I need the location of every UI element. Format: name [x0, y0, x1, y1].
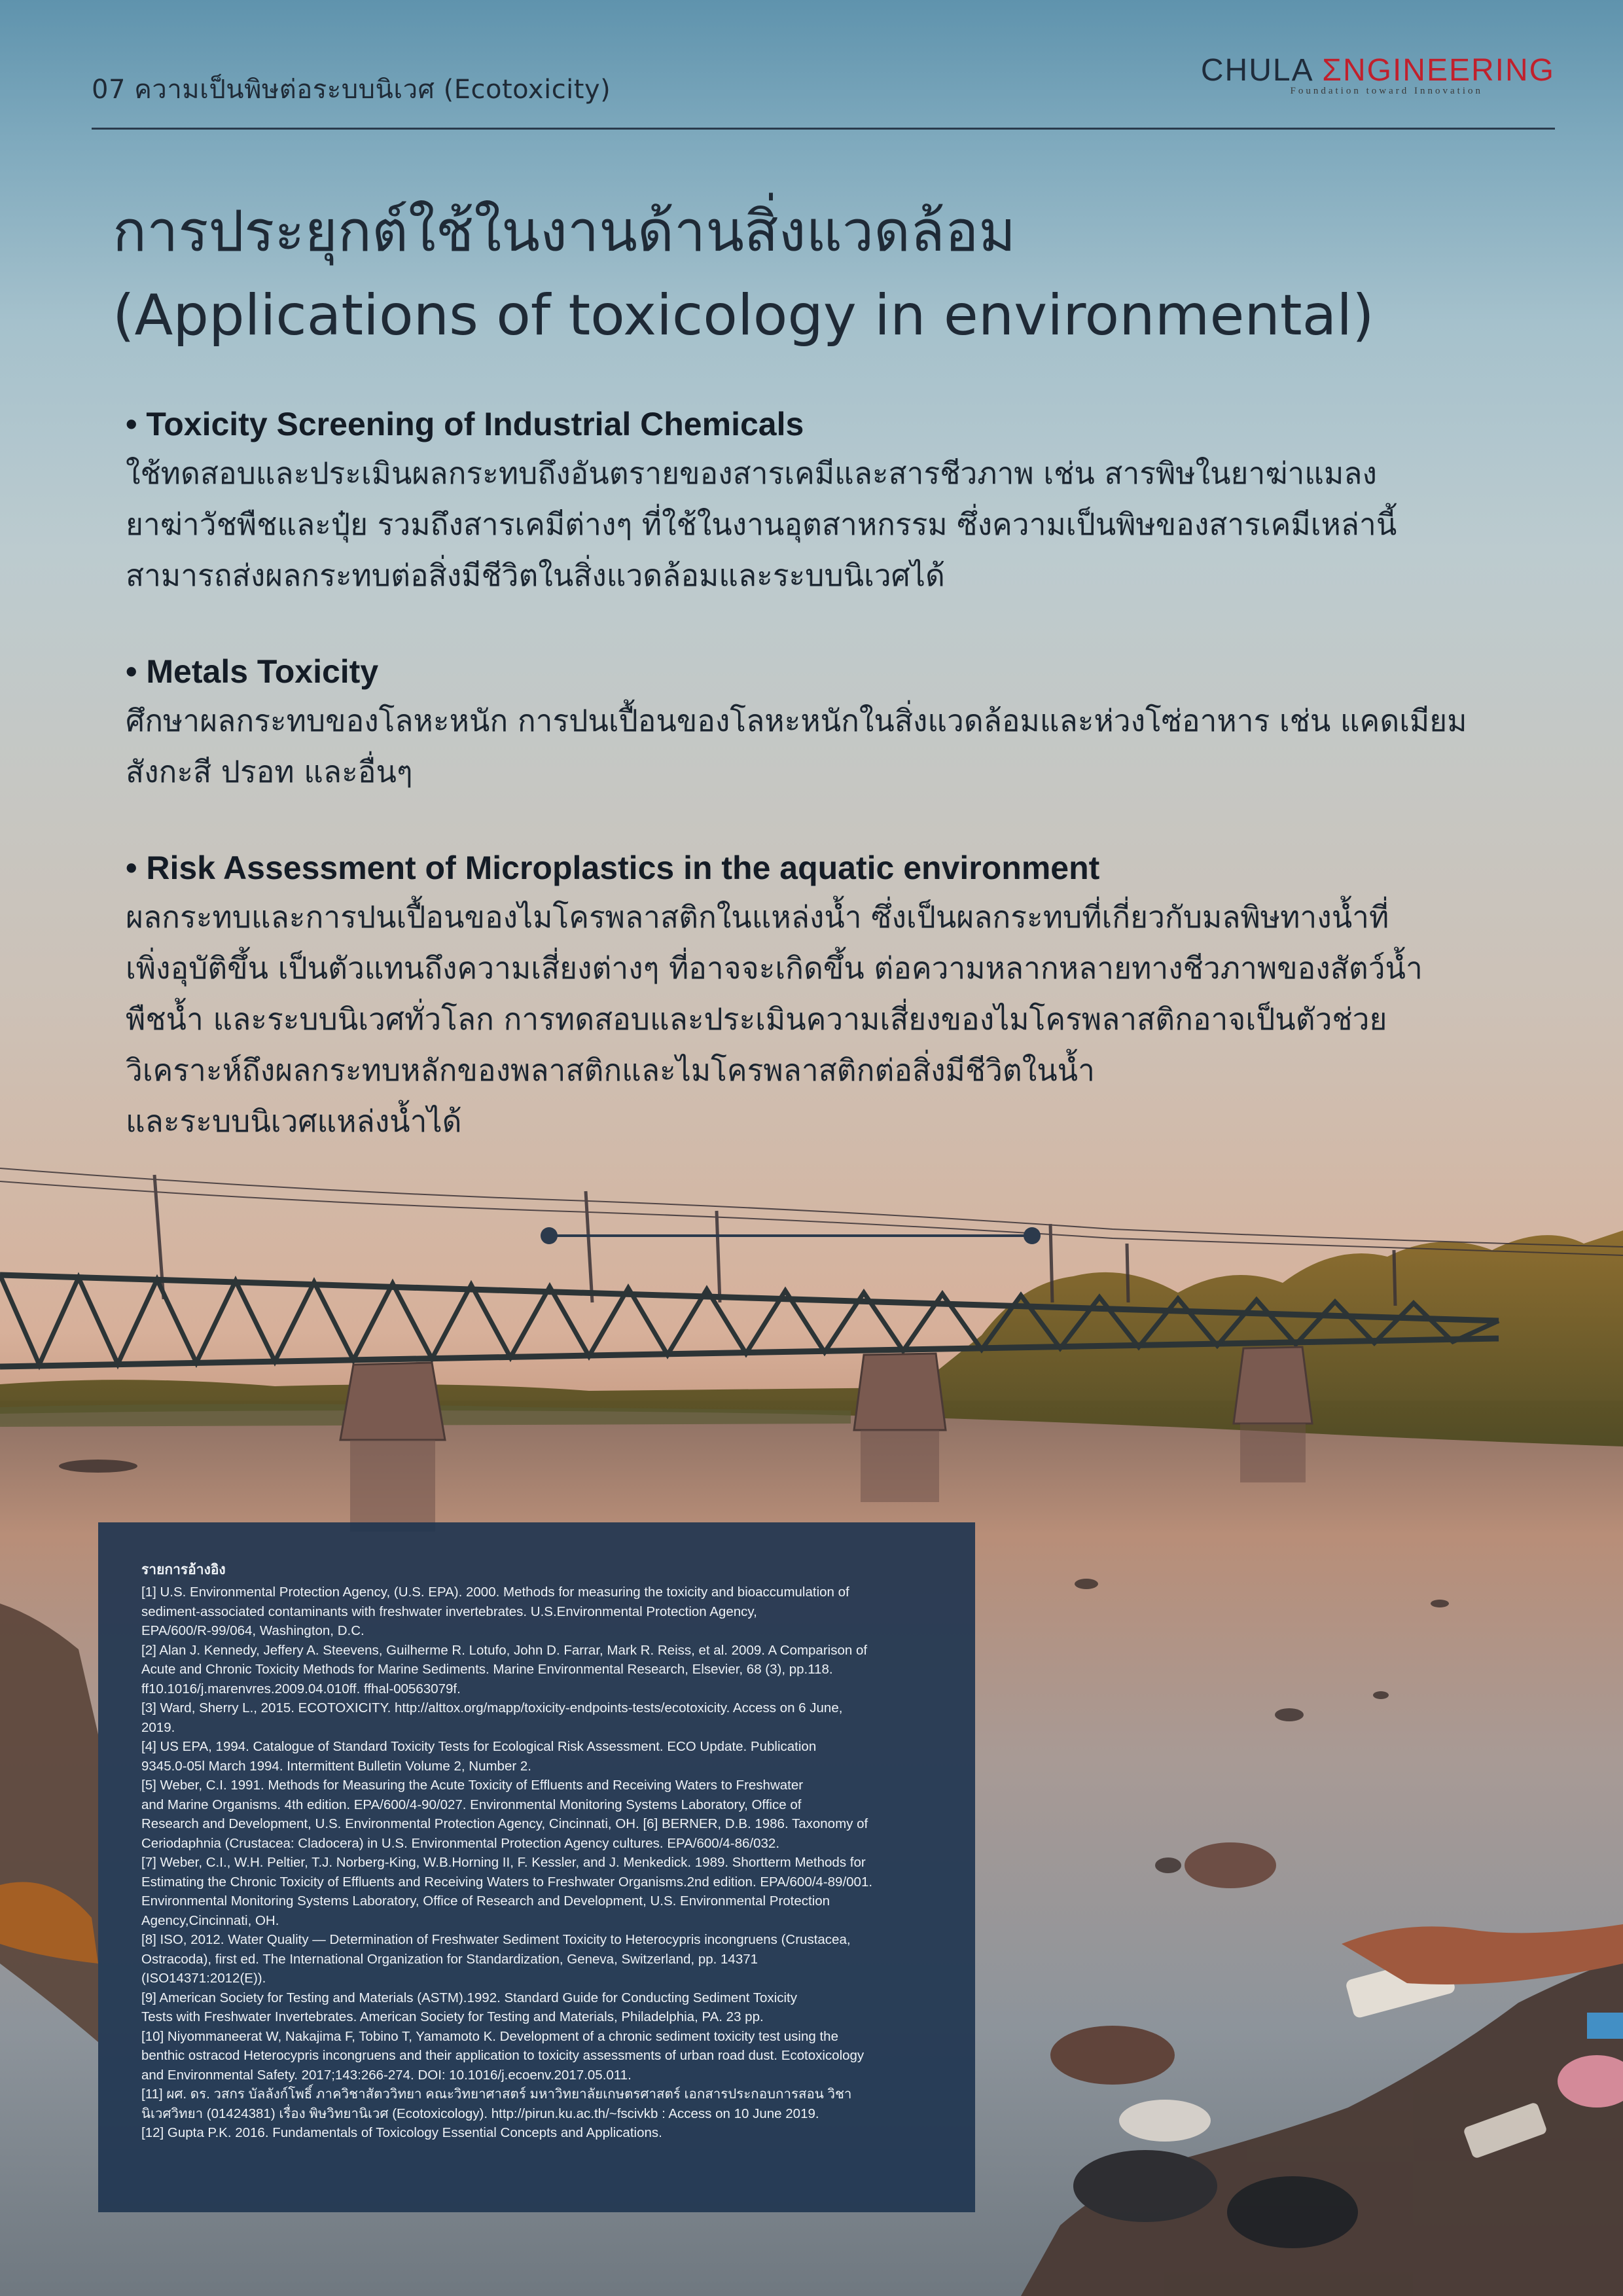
logo-chula-text: CHULA	[1200, 53, 1312, 88]
section-body: ศึกษาผลกระทบของโลหะหนัก การปนเปื้อนของโลหะหนักในสิ่งแวดล้อมและห่วงโซ่อาหาร เช่น แคดเมียม สังกะสี ปรอท และอื่นๆ	[126, 703, 1467, 789]
section-heading: • Toxicity Screening of Industrial Chemicals	[126, 406, 804, 442]
chula-engineering-logo	[1201, 52, 1555, 97]
page-title	[113, 190, 1552, 357]
section-microplastics	[126, 844, 1539, 1147]
connector-dot-right	[1024, 1227, 1041, 1244]
section-heading: • Risk Assessment of Microplastics in the aquatic environment	[126, 850, 1100, 886]
reference-item: [4] US EPA, 1994. Catalogue of Standard Toxicity Tests for Ecological Risk Assessment. ECO Update. Publication 9345.0-05l March 1994. Intermittent Bulletin Volume 2, Number 2.	[141, 1739, 817, 1774]
reference-item: [8] ISO, 2012. Water Quality — Determination of Freshwater Sediment Toxicity to Heterocypris incongruens (Crustacea, Ostracoda), first ed. The International Organization for Standardization, Geneva, Switzerland, pp. 14371 (ISO14371:2012(E)).	[141, 1932, 851, 1986]
section-industrial-chemicals	[126, 401, 1539, 601]
reference-item: [10] Niyommaneerat W, Nakajima F, Tobino T, Yamamoto K. Development of a chronic sediment toxicity test using the benthic ostracod Heterocypris incongruens and their application to toxicity assessments of urban road dust. Ecotoxicology and Environmental Safety. 2017;143:266-274. DOI: 10.1016/j.ecoenv.2017.05.011.	[141, 2028, 865, 2083]
references-title: รายการอ้างอิง	[141, 1562, 226, 1577]
reference-item: [1] U.S. Environmental Protection Agency, (U.S. EPA). 2000. Methods for measuring the toxicity and bioaccumulation of sediment-associated contaminants with freshwater invertebrates. U.S.Environmental Protection Agency, EPA/600/R-99/064, Washington, D.C.	[141, 1585, 849, 1638]
section-metals-toxicity	[126, 648, 1539, 797]
reference-item: [5] Weber, C.I. 1991. Methods for Measuring the Acute Toxicity of Effluents and Receiving Waters to Freshwater and Marine Organisms. 4th edition. EPA/600/4-90/027. Environmental Monitoring Systems Laboratory, Office of Research and Development, U.S. Environmental Protection Agency, Cincinnati, OH. [6] BERNER, D.B. 1986. Taxonomy of Ceriodaphnia (Crustacea: Cladocera) in U.S. Environmental Protection Agency cultures. EPA/600/4-86/032.	[141, 1778, 868, 1851]
logo-engineering-text: ΣNGINEERING	[1322, 53, 1555, 88]
section-body: ผลกระทบและการปนเปื้อนของไมโครพลาสติกในแหล่งน้ำ ซึ่งเป็นผลกระทบที่เกี่ยวกับมลพิษทางน้ำที่ เพิ่งอุบัติขึ้น เป็นตัวแทนถึงความเสี่ยงต่างๆ ที่อาจจะเกิดขึ้น ต่อความหลากหลายทางชีวภาพของสัตว์น้ำ พืชน้ำ และระบบนิเวศทั่วโลก การทดสอบและประเมินความเสี่ยงของไมโครพลาสติกอาจเป็นตัวช่วย วิเคราะห์ถึงผลกระทบหลักของพลาสติกและไมโครพลาสติกต่อสิ่งมีชีวิตในน้ำ และระบบนิเวศแหล่งน้ำได้	[126, 899, 1423, 1139]
header-divider	[92, 128, 1555, 130]
section-heading: • Metals Toxicity	[126, 653, 379, 690]
connector-line	[548, 1234, 1033, 1237]
section-label: 07 ความเป็นพิษต่อระบบนิเวศ (Ecotoxicity)	[92, 75, 611, 105]
page-title-english: (Applications of toxicology in environmental)	[113, 283, 1374, 348]
references-panel	[98, 1522, 975, 2212]
application-sections	[126, 401, 1539, 1194]
reference-item: [11] ผศ. ดร. วสกร บัลลังก์โพธิ์ ภาควิชาสัตววิทยา คณะวิทยาศาสตร์ มหาวิทยาลัยเกษตรศาสตร์ เอกสารประกอบการสอน วิชา นิเวศวิทยา (01424381) เรื่อง พิษวิทยานิเวศ (Ecotoxicology). http://pirun.ku.ac.th/~fscivkb : Access on 10 June 2019.	[141, 2087, 852, 2121]
logo-tagline: Foundation toward Innovation	[1290, 86, 1483, 96]
section-body: ใช้ทดสอบและประเมินผลกระทบถึงอันตรายของสารเคมีและสารชีวภาพ เช่น สารพิษในยาฆ่าแมลง ยาฆ่าวัชพืชและปุ๋ย รวมถึงสารเคมีต่างๆ ที่ใช้ในงานอุตสาหกรรม ซึ่งความเป็นพิษของสารเคมีเหล่านี้ สามารถส่งผลกระทบต่อสิ่งมีชีวิตในสิ่งแวดล้อมและระบบนิเวศได้	[126, 456, 1397, 593]
reference-item: [7] Weber, C.I., W.H. Peltier, T.J. Norberg-King, W.B.Horning II, F. Kessler, and J. Menkedick. 1989. Shortterm Methods for Estimating the Chronic Toxicity of Effluents and Receiving Waters to Freshwater Organisms.2nd edition. EPA/600/4-89/001. Environmental Monitoring Systems Laboratory, Office of Research and Development, U.S. Environmental Protection Agency,Cincinnati, OH.	[141, 1855, 873, 1928]
reference-item: [2] Alan J. Kennedy, Jeffery A. Steevens, Guilherme R. Lotufo, John D. Farrar, Mark R. Reiss, et al. 2009. A Comparison of Acute and Chronic Toxicity Methods for Marine Sediments. Marine Environmental Research, Elsevier, 68 (3), pp.118. ff10.1016/j.marenvres.2009.04.010ff. ffhal-00563079f.	[141, 1642, 868, 1696]
reference-item: [12] Gupta P.K. 2016. Fundamentals of Toxicology Essential Concepts and Applications.	[141, 2125, 662, 2140]
reference-item: [3] Ward, Sherry L., 2015. ECOTOXICITY. http://alttox.org/mapp/toxicity-endpoints-tests/ecotoxicity. Access on 6 June, 2019.	[141, 1700, 843, 1735]
reference-item: [9] American Society for Testing and Materials (ASTM).1992. Standard Guide for Conducting Sediment Toxicity Tests with Freshwater Invertebrates. American Society for Testing and Materials, Philadelphia, PA. 23 pp.	[141, 1990, 797, 2024]
logo-wordmark	[1201, 52, 1555, 88]
page-title-thai: การประยุกต์ใช้ในงานด้านสิ่งแวดล้อม	[113, 199, 1016, 264]
